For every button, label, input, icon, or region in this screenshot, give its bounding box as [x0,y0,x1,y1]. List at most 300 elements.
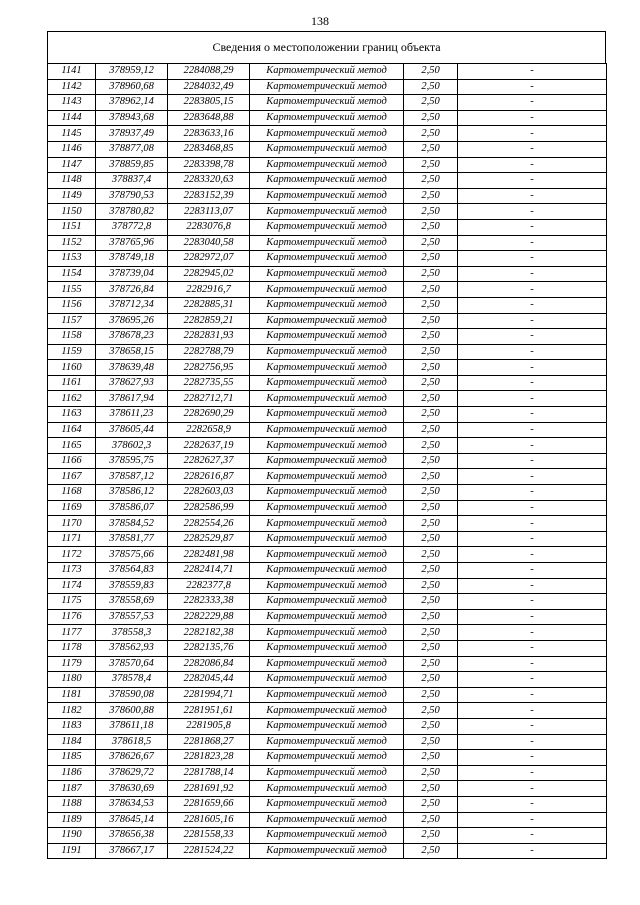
method-cell: Картометрический метод [250,329,404,345]
table-row [48,781,607,797]
description-cell: - [458,547,607,563]
description-cell: - [458,375,607,391]
accuracy-cell: 2,50 [404,843,458,859]
method-cell: Картометрический метод [250,843,404,859]
description-cell: - [458,672,607,688]
accuracy-cell: 2,50 [404,703,458,719]
y-coordinate-cell: 2284088,29 [168,64,250,80]
method-cell: Картометрический метод [250,95,404,111]
accuracy-cell: 2,50 [404,547,458,563]
x-coordinate-cell: 378790,53 [96,188,168,204]
description-cell: - [458,173,607,189]
description-cell: - [458,407,607,423]
boundary-table-frame [47,31,606,859]
method-cell: Картометрический метод [250,204,404,220]
accuracy-cell: 2,50 [404,625,458,641]
accuracy-cell: 2,50 [404,734,458,750]
accuracy-cell: 2,50 [404,141,458,157]
x-coordinate-cell: 378837,4 [96,173,168,189]
table-row [48,516,607,532]
table-row [48,79,607,95]
description-cell: - [458,796,607,812]
point-number-cell: 1149 [48,188,96,204]
method-cell: Картометрический метод [250,266,404,282]
table-row [48,453,607,469]
accuracy-cell: 2,50 [404,609,458,625]
description-cell: - [458,438,607,454]
description-cell: - [458,266,607,282]
accuracy-cell: 2,50 [404,531,458,547]
point-number-cell: 1158 [48,329,96,345]
accuracy-cell: 2,50 [404,297,458,313]
y-coordinate-cell: 2282045,44 [168,672,250,688]
x-coordinate-cell: 378726,84 [96,282,168,298]
point-number-cell: 1174 [48,578,96,594]
y-coordinate-cell: 2282481,98 [168,547,250,563]
point-number-cell: 1167 [48,469,96,485]
x-coordinate-cell: 378656,38 [96,828,168,844]
point-number-cell: 1168 [48,485,96,501]
y-coordinate-cell: 2281905,8 [168,718,250,734]
description-cell: - [458,95,607,111]
description-cell: - [458,391,607,407]
method-cell: Картометрический метод [250,297,404,313]
y-coordinate-cell: 2281788,14 [168,765,250,781]
y-coordinate-cell: 2282377,8 [168,578,250,594]
method-cell: Картометрический метод [250,828,404,844]
accuracy-cell: 2,50 [404,594,458,610]
table-row [48,297,607,313]
table-row [48,344,607,360]
x-coordinate-cell: 378611,23 [96,407,168,423]
table-row [48,235,607,251]
method-cell: Картометрический метод [250,422,404,438]
table-row [48,796,607,812]
y-coordinate-cell: 2282972,07 [168,251,250,267]
y-coordinate-cell: 2283076,8 [168,219,250,235]
point-number-cell: 1187 [48,781,96,797]
table-row [48,407,607,423]
method-cell: Картометрический метод [250,157,404,173]
table-row [48,640,607,656]
method-cell: Картометрический метод [250,812,404,828]
method-cell: Картометрический метод [250,251,404,267]
x-coordinate-cell: 378600,88 [96,703,168,719]
accuracy-cell: 2,50 [404,266,458,282]
table-row [48,734,607,750]
y-coordinate-cell: 2281691,92 [168,781,250,797]
accuracy-cell: 2,50 [404,781,458,797]
point-number-cell: 1170 [48,516,96,532]
table-row [48,609,607,625]
method-cell: Картометрический метод [250,516,404,532]
method-cell: Картометрический метод [250,219,404,235]
table-row [48,360,607,376]
table-row [48,687,607,703]
y-coordinate-cell: 2282916,7 [168,282,250,298]
x-coordinate-cell: 378780,82 [96,204,168,220]
method-cell: Картометрический метод [250,687,404,703]
point-number-cell: 1143 [48,95,96,111]
table-row [48,329,607,345]
point-number-cell: 1157 [48,313,96,329]
point-number-cell: 1191 [48,843,96,859]
table-row [48,141,607,157]
table-row [48,594,607,610]
method-cell: Картометрический метод [250,360,404,376]
point-number-cell: 1178 [48,640,96,656]
table-row [48,313,607,329]
point-number-cell: 1183 [48,718,96,734]
description-cell: - [458,656,607,672]
accuracy-cell: 2,50 [404,110,458,126]
description-cell: - [458,718,607,734]
method-cell: Картометрический метод [250,594,404,610]
x-coordinate-cell: 378586,12 [96,485,168,501]
description-cell: - [458,344,607,360]
point-number-cell: 1162 [48,391,96,407]
x-coordinate-cell: 378578,4 [96,672,168,688]
method-cell: Картометрический метод [250,438,404,454]
y-coordinate-cell: 2282945,02 [168,266,250,282]
x-coordinate-cell: 378645,14 [96,812,168,828]
method-cell: Картометрический метод [250,485,404,501]
accuracy-cell: 2,50 [404,516,458,532]
y-coordinate-cell: 2282712,71 [168,391,250,407]
point-number-cell: 1172 [48,547,96,563]
description-cell: - [458,563,607,579]
x-coordinate-cell: 378943,68 [96,110,168,126]
y-coordinate-cell: 2283113,07 [168,204,250,220]
description-cell: - [458,251,607,267]
method-cell: Картометрический метод [250,110,404,126]
y-coordinate-cell: 2281951,61 [168,703,250,719]
y-coordinate-cell: 2281605,16 [168,812,250,828]
description-cell: - [458,329,607,345]
method-cell: Картометрический метод [250,578,404,594]
method-cell: Картометрический метод [250,796,404,812]
x-coordinate-cell: 378618,5 [96,734,168,750]
y-coordinate-cell: 2282831,93 [168,329,250,345]
description-cell: - [458,531,607,547]
x-coordinate-cell: 378581,77 [96,531,168,547]
table-row [48,251,607,267]
description-cell: - [458,781,607,797]
description-cell: - [458,313,607,329]
y-coordinate-cell: 2282885,31 [168,297,250,313]
accuracy-cell: 2,50 [404,578,458,594]
x-coordinate-cell: 378960,68 [96,79,168,95]
x-coordinate-cell: 378617,94 [96,391,168,407]
method-cell: Картометрический метод [250,64,404,80]
y-coordinate-cell: 2282135,76 [168,640,250,656]
description-cell: - [458,188,607,204]
table-row [48,843,607,859]
method-cell: Картометрический метод [250,703,404,719]
accuracy-cell: 2,50 [404,360,458,376]
y-coordinate-cell: 2282616,87 [168,469,250,485]
method-cell: Картометрический метод [250,235,404,251]
accuracy-cell: 2,50 [404,375,458,391]
table-row [48,204,607,220]
table-row [48,750,607,766]
description-cell: - [458,734,607,750]
table-row [48,157,607,173]
point-number-cell: 1173 [48,563,96,579]
method-cell: Картометрический метод [250,781,404,797]
x-coordinate-cell: 378602,3 [96,438,168,454]
y-coordinate-cell: 2281823,28 [168,750,250,766]
table-row [48,765,607,781]
point-number-cell: 1182 [48,703,96,719]
y-coordinate-cell: 2283633,16 [168,126,250,142]
point-number-cell: 1160 [48,360,96,376]
description-cell: - [458,453,607,469]
accuracy-cell: 2,50 [404,391,458,407]
x-coordinate-cell: 378587,12 [96,469,168,485]
description-cell: - [458,485,607,501]
description-cell: - [458,609,607,625]
method-cell: Картометрический метод [250,141,404,157]
accuracy-cell: 2,50 [404,438,458,454]
description-cell: - [458,640,607,656]
x-coordinate-cell: 378937,49 [96,126,168,142]
table-title: Сведения о местоположении границ объекта [212,40,441,54]
method-cell: Картометрический метод [250,625,404,641]
table-row [48,126,607,142]
table-row [48,625,607,641]
accuracy-cell: 2,50 [404,640,458,656]
point-number-cell: 1169 [48,500,96,516]
method-cell: Картометрический метод [250,500,404,516]
y-coordinate-cell: 2281868,27 [168,734,250,750]
table-row [48,828,607,844]
x-coordinate-cell: 378739,04 [96,266,168,282]
x-coordinate-cell: 378590,08 [96,687,168,703]
accuracy-cell: 2,50 [404,282,458,298]
method-cell: Картометрический метод [250,469,404,485]
y-coordinate-cell: 2283398,78 [168,157,250,173]
accuracy-cell: 2,50 [404,173,458,189]
point-number-cell: 1150 [48,204,96,220]
x-coordinate-cell: 378564,83 [96,563,168,579]
method-cell: Картометрический метод [250,640,404,656]
accuracy-cell: 2,50 [404,828,458,844]
y-coordinate-cell: 2282182,38 [168,625,250,641]
point-number-cell: 1175 [48,594,96,610]
x-coordinate-cell: 378667,17 [96,843,168,859]
description-cell: - [458,297,607,313]
table-row [48,485,607,501]
y-coordinate-cell: 2281659,66 [168,796,250,812]
accuracy-cell: 2,50 [404,157,458,173]
x-coordinate-cell: 378629,72 [96,765,168,781]
accuracy-cell: 2,50 [404,344,458,360]
point-number-cell: 1154 [48,266,96,282]
table-row [48,531,607,547]
table-row [48,703,607,719]
table-row [48,266,607,282]
x-coordinate-cell: 378630,69 [96,781,168,797]
method-cell: Картометрический метод [250,453,404,469]
y-coordinate-cell: 2282603,03 [168,485,250,501]
method-cell: Картометрический метод [250,531,404,547]
y-coordinate-cell: 2282690,29 [168,407,250,423]
method-cell: Картометрический метод [250,188,404,204]
description-cell: - [458,703,607,719]
table-row [48,812,607,828]
point-number-cell: 1153 [48,251,96,267]
y-coordinate-cell: 2283468,85 [168,141,250,157]
x-coordinate-cell: 378584,52 [96,516,168,532]
y-coordinate-cell: 2283648,88 [168,110,250,126]
x-coordinate-cell: 378557,53 [96,609,168,625]
y-coordinate-cell: 2283320,63 [168,173,250,189]
method-cell: Картометрический метод [250,609,404,625]
x-coordinate-cell: 378749,18 [96,251,168,267]
point-number-cell: 1189 [48,812,96,828]
x-coordinate-cell: 378859,85 [96,157,168,173]
table-row [48,438,607,454]
method-cell: Картометрический метод [250,563,404,579]
accuracy-cell: 2,50 [404,204,458,220]
method-cell: Картометрический метод [250,313,404,329]
description-cell: - [458,594,607,610]
accuracy-cell: 2,50 [404,422,458,438]
table-row [48,547,607,563]
y-coordinate-cell: 2282637,19 [168,438,250,454]
point-number-cell: 1142 [48,79,96,95]
point-number-cell: 1180 [48,672,96,688]
x-coordinate-cell: 378765,96 [96,235,168,251]
x-coordinate-cell: 378712,34 [96,297,168,313]
x-coordinate-cell: 378558,69 [96,594,168,610]
table-row [48,64,607,80]
point-number-cell: 1186 [48,765,96,781]
table-row [48,282,607,298]
method-cell: Картометрический метод [250,656,404,672]
x-coordinate-cell: 378595,75 [96,453,168,469]
description-cell: - [458,843,607,859]
method-cell: Картометрический метод [250,407,404,423]
accuracy-cell: 2,50 [404,188,458,204]
description-cell: - [458,687,607,703]
x-coordinate-cell: 378575,66 [96,547,168,563]
x-coordinate-cell: 378772,8 [96,219,168,235]
y-coordinate-cell: 2282529,87 [168,531,250,547]
y-coordinate-cell: 2283152,39 [168,188,250,204]
accuracy-cell: 2,50 [404,251,458,267]
accuracy-cell: 2,50 [404,329,458,345]
point-number-cell: 1147 [48,157,96,173]
description-cell: - [458,828,607,844]
y-coordinate-cell: 2284032,49 [168,79,250,95]
point-number-cell: 1141 [48,64,96,80]
table-row [48,500,607,516]
method-cell: Картометрический метод [250,672,404,688]
description-cell: - [458,422,607,438]
y-coordinate-cell: 2282554,26 [168,516,250,532]
point-number-cell: 1163 [48,407,96,423]
y-coordinate-cell: 2281994,71 [168,687,250,703]
y-coordinate-cell: 2282333,38 [168,594,250,610]
method-cell: Картометрический метод [250,375,404,391]
point-number-cell: 1165 [48,438,96,454]
table-row [48,656,607,672]
x-coordinate-cell: 378639,48 [96,360,168,376]
x-coordinate-cell: 378627,93 [96,375,168,391]
table-row [48,672,607,688]
y-coordinate-cell: 2282756,95 [168,360,250,376]
x-coordinate-cell: 378695,26 [96,313,168,329]
description-cell: - [458,578,607,594]
y-coordinate-cell: 2283040,58 [168,235,250,251]
description-cell: - [458,750,607,766]
description-cell: - [458,469,607,485]
description-cell: - [458,360,607,376]
x-coordinate-cell: 378959,12 [96,64,168,80]
page-number: 138 [311,14,329,28]
accuracy-cell: 2,50 [404,796,458,812]
x-coordinate-cell: 378586,07 [96,500,168,516]
y-coordinate-cell: 2282414,71 [168,563,250,579]
table-row [48,110,607,126]
description-cell: - [458,765,607,781]
accuracy-cell: 2,50 [404,453,458,469]
accuracy-cell: 2,50 [404,812,458,828]
point-number-cell: 1156 [48,297,96,313]
point-number-cell: 1164 [48,422,96,438]
table-row [48,375,607,391]
method-cell: Картометрический метод [250,126,404,142]
table-row [48,188,607,204]
accuracy-cell: 2,50 [404,219,458,235]
accuracy-cell: 2,50 [404,469,458,485]
point-number-cell: 1181 [48,687,96,703]
point-number-cell: 1151 [48,219,96,235]
description-cell: - [458,625,607,641]
point-number-cell: 1166 [48,453,96,469]
accuracy-cell: 2,50 [404,126,458,142]
method-cell: Картометрический метод [250,765,404,781]
point-number-cell: 1190 [48,828,96,844]
method-cell: Картометрический метод [250,391,404,407]
x-coordinate-cell: 378877,08 [96,141,168,157]
method-cell: Картометрический метод [250,282,404,298]
description-cell: - [458,126,607,142]
point-number-cell: 1171 [48,531,96,547]
accuracy-cell: 2,50 [404,313,458,329]
x-coordinate-cell: 378678,23 [96,329,168,345]
method-cell: Картометрический метод [250,173,404,189]
y-coordinate-cell: 2282859,21 [168,313,250,329]
x-coordinate-cell: 378570,64 [96,656,168,672]
method-cell: Картометрический метод [250,547,404,563]
y-coordinate-cell: 2283805,15 [168,95,250,111]
point-number-cell: 1145 [48,126,96,142]
y-coordinate-cell: 2282229,88 [168,609,250,625]
table-row [48,469,607,485]
point-number-cell: 1144 [48,110,96,126]
description-cell: - [458,219,607,235]
x-coordinate-cell: 378559,83 [96,578,168,594]
method-cell: Картометрический метод [250,750,404,766]
y-coordinate-cell: 2282627,37 [168,453,250,469]
accuracy-cell: 2,50 [404,563,458,579]
y-coordinate-cell: 2282735,55 [168,375,250,391]
description-cell: - [458,110,607,126]
accuracy-cell: 2,50 [404,687,458,703]
